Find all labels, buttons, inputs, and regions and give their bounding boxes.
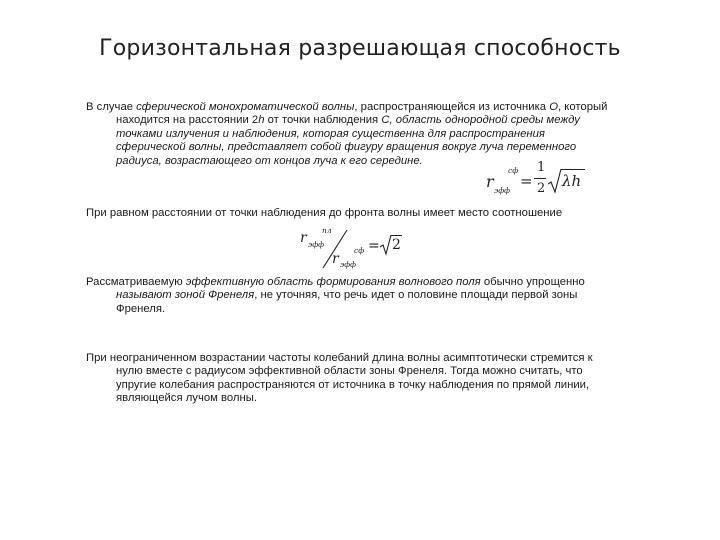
formula1-sup: сф [508,166,519,175]
p1-line-5: радиуса, возрастающего от концов луча к его середине. [116,154,423,167]
p4-line-2: нулю вместе с радиусом эффективной области зоны Френеля. Тогда можно считать, что [116,365,583,378]
formula2-bottom-r: r [332,251,339,267]
formula-ratio [298,226,408,272]
p1-line-3: точками излучения и наблюдения, которая существенна для распространения [116,127,545,140]
formula1-sqrt-bar [561,169,585,170]
formula2-top-sub: эфф [308,240,324,249]
formula2-equals: = [368,238,380,254]
formula2-bottom-sup: сф [354,246,365,255]
p3-line-3: Френеля. [116,302,166,315]
formula2-top-sup: пл [322,226,332,235]
formula2-sqrt-sign [380,234,392,256]
formula-fresnel-radius [486,160,606,202]
formula1-equals: = [520,172,533,190]
formula2-top-r: r [300,230,307,246]
formula1-sqrt-sign [548,168,562,194]
formula1-r: r [486,172,494,191]
paragraph-fresnel-zone [86,276,686,316]
formula1-fraction-bar [534,178,546,179]
p3-line-1: Рассматриваемую эффективную область формирования волнового поля обычно упрощенно [86,276,585,288]
paragraph-spherical-wave [86,101,686,168]
paragraph-frequency-limit [86,352,686,406]
p1-line-4: сферической волны, представляет собой фигуру вращения вокруг луча переменного [116,141,577,154]
formula1-denominator: 2 [537,181,546,196]
p1-line-1: В случае сферической монохроматической волны, распространяющейся из источника О, который [86,101,608,113]
p4-line-1: При неограниченном возрастании частоты колебаний длина волны асимптотически стремится к [86,352,593,364]
paragraph-equal-distance [86,207,686,220]
p4-line-4: являющейся лучом волны. [116,392,258,405]
formula2-bottom-sub: эфф [340,260,356,269]
formula2-sqrt-bar [391,235,402,236]
formula2-radicand: 2 [392,237,401,253]
p1-line-2: находится на расстоянии 2h от точки наблюдения С, область однородной среды между [116,114,580,127]
slide-title: Горизонтальная разрешающая способность [99,36,621,61]
p3-line-2: называют зоной Френеля, не уточняя, что речь идет о половине площади первой зоны [116,289,578,302]
p4-line-3: упругие колебания распространяются от источника в точку наблюдения по прямой линии, [116,378,590,391]
formula1-radicand: λh [562,172,582,190]
formula1-numerator: 1 [537,160,546,175]
formula1-sub: эфф [494,186,510,195]
p2-line-1: При равном расстоянии от точки наблюдения до фронта волны имеет место соотношение [86,207,563,219]
